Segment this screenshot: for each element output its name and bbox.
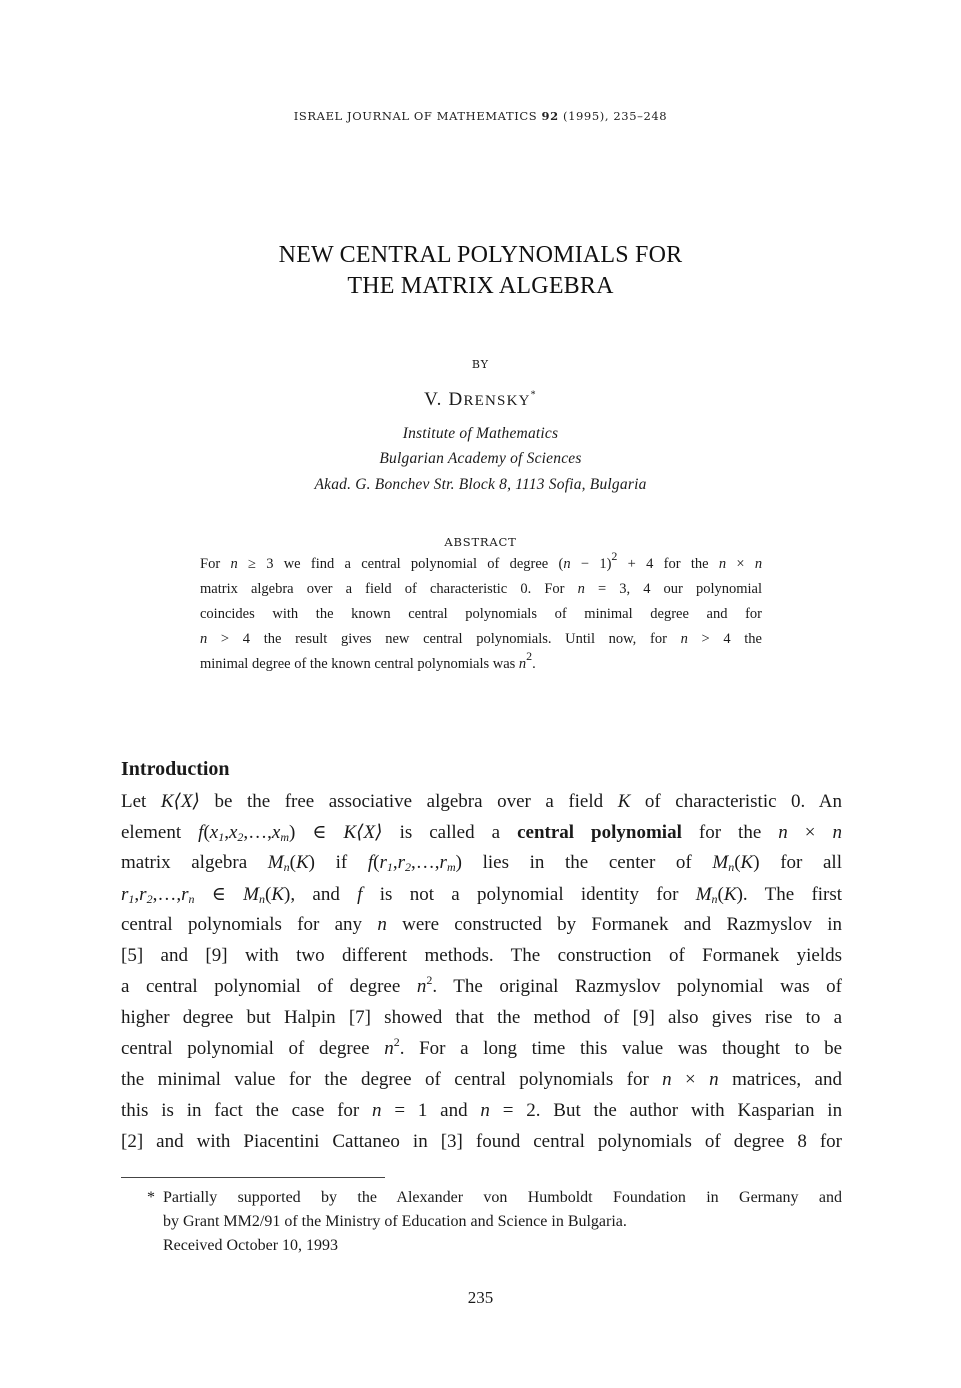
intro-line-10: the minimal value for the degree of central polynomials for n × n matrices, and	[121, 1069, 842, 1090]
abstract-heading: ABSTRACT	[444, 535, 517, 549]
journal-header: ISRAEL JOURNAL OF MATHEMATICS 92 (1995), 235–248	[293, 109, 668, 123]
author-footnote-mark: *	[530, 389, 537, 401]
footnote-mark: *	[147, 1189, 155, 1206]
intro-line-2: element $f(x_1,x_2,\dots,x_m)$ ∈ K⟨X⟩ is called a central polynomial for the n × n	[121, 822, 843, 844]
affiliation-line-2: Bulgarian Academy of Sciences	[379, 450, 582, 467]
introduction-heading: Introduction	[121, 758, 230, 780]
intro-line-3: matrix algebra $M_n(K)$ if $f(r_1,r_2,\dots,r_m)$ lies in the center of $M_n(K)$ for all	[121, 852, 842, 874]
intro-line-5: central polynomials for any n were constructed by Formanek and Razmyslov in	[121, 914, 843, 935]
intro-line-9: central polynomial of degree $n^2$. For a long time this value was thought to be	[121, 1035, 843, 1059]
affiliation-line-3: Akad. G. Bonchev Str. Block 8, 1113 Sofia, Bulgaria	[314, 476, 647, 493]
abstract-line-1: For n ≥ 3 we find a central polynomial of degree $(n - 1)^2 + 4$ for the n × n	[200, 549, 763, 572]
title-line-2: THE MATRIX ALGEBRA	[347, 273, 614, 299]
intro-line-6: [5] and [9] with two different methods. The construction of Formanek yields	[121, 945, 842, 966]
journal-volume: 92	[541, 109, 559, 123]
paper-title	[0, 240, 961, 302]
footnote-divider	[121, 1177, 385, 1178]
central-polynomial-term: central polynomial	[517, 822, 682, 843]
by-label: BY	[471, 358, 490, 371]
abstract-line-3: coincides with the known central polynomials of minimal degree and for	[200, 606, 762, 622]
intro-line-7: a central polynomial of degree $n^2$. The original Razmyslov polynomial was of	[121, 973, 843, 997]
abstract-line-4: n > 4 the result gives new central polynomials. Until now, for n > 4 the	[200, 631, 762, 647]
page-number: 235	[467, 1288, 494, 1307]
intro-line-8: higher degree but Halpin [7] showed that the method of [9] also gives rise to a	[121, 1007, 842, 1028]
abstract-line-5: minimal degree of the known central polynomials was $n^2$.	[200, 649, 536, 672]
intro-line-4: $r_1,r_2,\dots,r_n$ ∈ $M_n(K)$, and f is not a polynomial identity for $M_n(K)$. The first	[121, 884, 843, 906]
affiliation-line-1: Institute of Mathematics	[402, 425, 559, 442]
author-name: V. DRENSKY*	[424, 389, 537, 410]
title-line-1: NEW CENTRAL POLYNOMIALS FOR	[278, 242, 683, 268]
intro-line-11: this is in fact the case for n = 1 and n = 2. But the author with Kasparian in	[121, 1100, 843, 1121]
intro-line-12: [2] and with Piacentini Cattaneo in [3] found central polynomials of degree 8 for	[121, 1131, 842, 1152]
journal-page: ISRAEL JOURNAL OF MATHEMATICS 92 (1995), 235–248 NEW CENTRAL POLYNOMIALS FOR THE MATRIX ALGEBRA BY V. DRENSKY* Institute of Mathematics Bulgarian Academy of Sciences Akad. G. Bonchev Str. Block 8, 1113 Sofia, Bulgaria ABSTRACT For n ≥ 3 we find a central polynomial of degree $(n - 1)^2 + 4$ for the n × n matrix algebra over a field of characteristic 0. For n = 3, 4 our polynomial coincides with the known central polynomials of minimal degree and for n > 4 the result gives new central polynomials. Until now, for n > 4 the minimal degree of the known central polynomials was $n^2$. Introduction Let K⟨X⟩ be the free associative algebra over a field K of characteristic 0. An element $f(x_1,x_2,\dots,x_m)$ ∈ K⟨X⟩ is called a central polynomial for the n × n matrix algebra $M_n(K)$ if $f(r_1,r_2,\dots,r_m)$ lies in the center of $M_n(K)$ for all $r_1,r_2,\dots,r_n$ ∈ $M_n(K)$, and f is not a polynomial identity for $M_n(K)$. The first central polynomials for any n were constructed by Formanek and Razmyslov in [5] and [9] with two different methods. The construction of Formanek yields a central polynomial of degree $n^2$. The original Razmyslov polynomial was of higher degree but Halpin [7] showed that the method of [9] also gives rise to a central polynomial of degree $n^2$. For a long time this value was thought to be the minimal value for the degree of central polynomials for n × n matrices, and this is in fact the case for n = 1 and n = 2. But the author with Kasparian in [2] and with Piacentini Cattaneo in [3] found central polynomials of degree 8 for * Partially supported by the Alexander von Humboldt Foundation in Germany and by Grant MM2/91 of the Ministry of Education and Science in Bulgaria. Received October 10, 1993 235	[0, 0, 961, 1388]
intro-line-1: Let K⟨X⟩ be the free associative algebra over a field K of characteristic 0. An	[121, 791, 843, 812]
abstract-line-2: matrix algebra over a field of characteristic 0. For n = 3, 4 our polynomial	[200, 581, 763, 597]
